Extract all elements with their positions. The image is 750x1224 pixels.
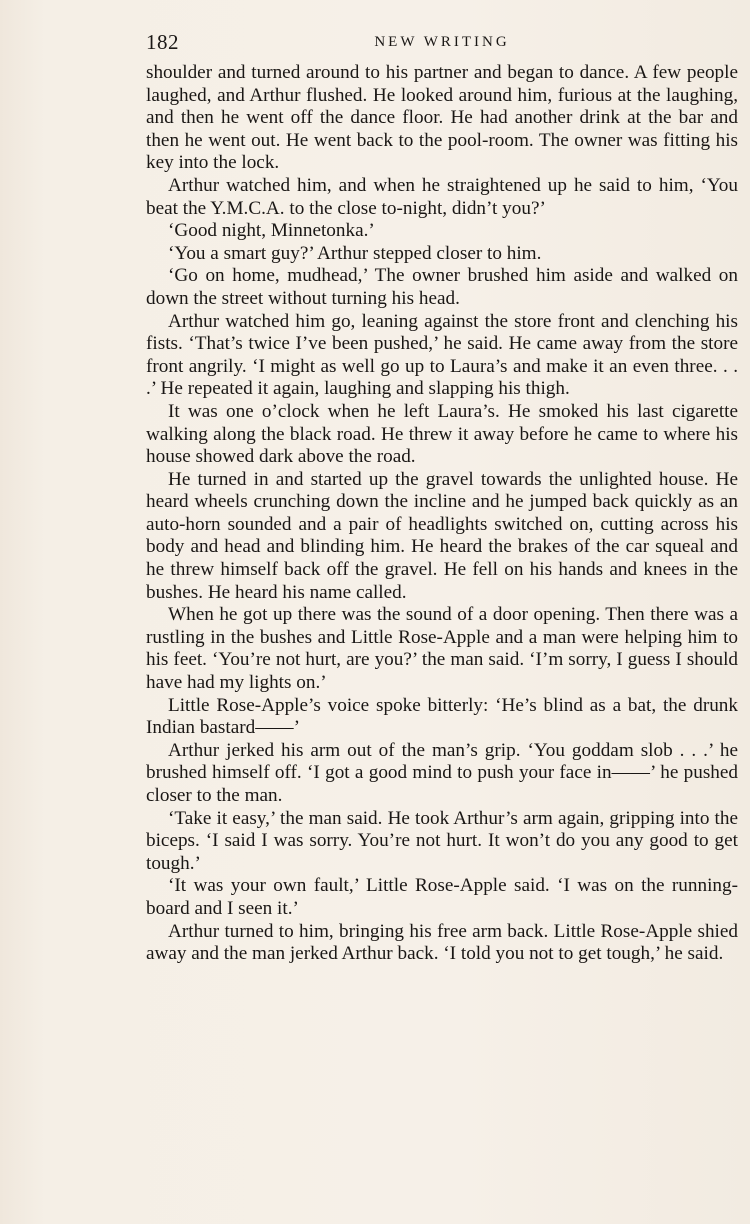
- paragraph: ‘Good night, Minnetonka.’: [168, 220, 375, 242]
- paragraph: ‘Go on home, mudhead,’ The owner brushed him aside and walked on down the street without turning his head.: [146, 265, 738, 309]
- page-header: [146, 30, 738, 60]
- paragraph: Arthur jerked his arm out of the man’s grip. ‘You goddam slob . . .’ he brushed himself off. ‘I got a good mind to push your face in——’ he pushed closer to the man.: [146, 739, 738, 806]
- paragraph: Little Rose-Apple’s voice spoke bitterly: ‘He’s blind as a bat, the drunk Indian bastard——’: [146, 694, 738, 739]
- paragraph: ‘Take it easy,’ the man said. He took Arthur’s arm again, gripping into the biceps. ‘I said I was sorry. You’re not hurt. It won’t do you any good to get tough.’: [146, 807, 738, 874]
- paragraph: ‘You a smart guy?’ Arthur stepped closer to him.: [168, 242, 542, 264]
- paragraph: Arthur watched him go, leaning against the store front and clenching his fists. ‘That’s twice I’ve been pushed,’ he said. He came away from the store front angrily. ‘I might as well go up to Laura’s and make it an even three. . . .’ He repeated it again, laughing and slapping his thigh.: [146, 310, 738, 400]
- paragraph: shoulder and turned around to his partner and began to dance. A few people laughed, and Arthur flushed. He looked around him, furious at the laughing, and then he went off the dance floor. He had another drink at the bar and then he went out. He went back to the pool-room. The owner was fitting his key into the lock.: [146, 62, 738, 174]
- body-text: [146, 62, 738, 966]
- paragraph: Arthur watched him, and when he straightened up he said to him, ‘You beat the Y.M.C.A. to the close to-night, didn’t you?’: [146, 174, 738, 219]
- paragraph: It was one o’clock when he left Laura’s. He smoked his last cigarette walking along the black road. He threw it away before he came to where his house showed dark above the road.: [146, 400, 738, 468]
- paragraph: When he got up there was the sound of a door opening. Then there was a rustling in the bushes and Little Rose-Apple and a man were helping him to his feet. ‘You’re not hurt, are you?’ the man said. ‘I’m sorry, I guess I should have had my lights on.’: [146, 604, 738, 694]
- paragraph: Arthur turned to him, bringing his free arm back. Little Rose-Apple shied away and the man jerked Arthur back. ‘I told you not to get tough,’ he said.: [146, 920, 738, 965]
- running-head: NEW WRITING: [374, 34, 510, 50]
- paragraph: ‘It was your own fault,’ Little Rose-Apple said. ‘I was on the running-board and I seen it.’: [146, 875, 738, 919]
- page-number: 182: [146, 30, 179, 54]
- paragraph: He turned in and started up the gravel towards the unlighted house. He heard wheels crunching down the incline and he jumped back quickly as an auto-horn sounded and a pair of headlights switched on, cutting across his body and head and blinding him. He heard the brakes of the car squeal and he threw himself back off the gravel. He fell on his hands and knees in the bushes. He heard his name called.: [146, 468, 738, 603]
